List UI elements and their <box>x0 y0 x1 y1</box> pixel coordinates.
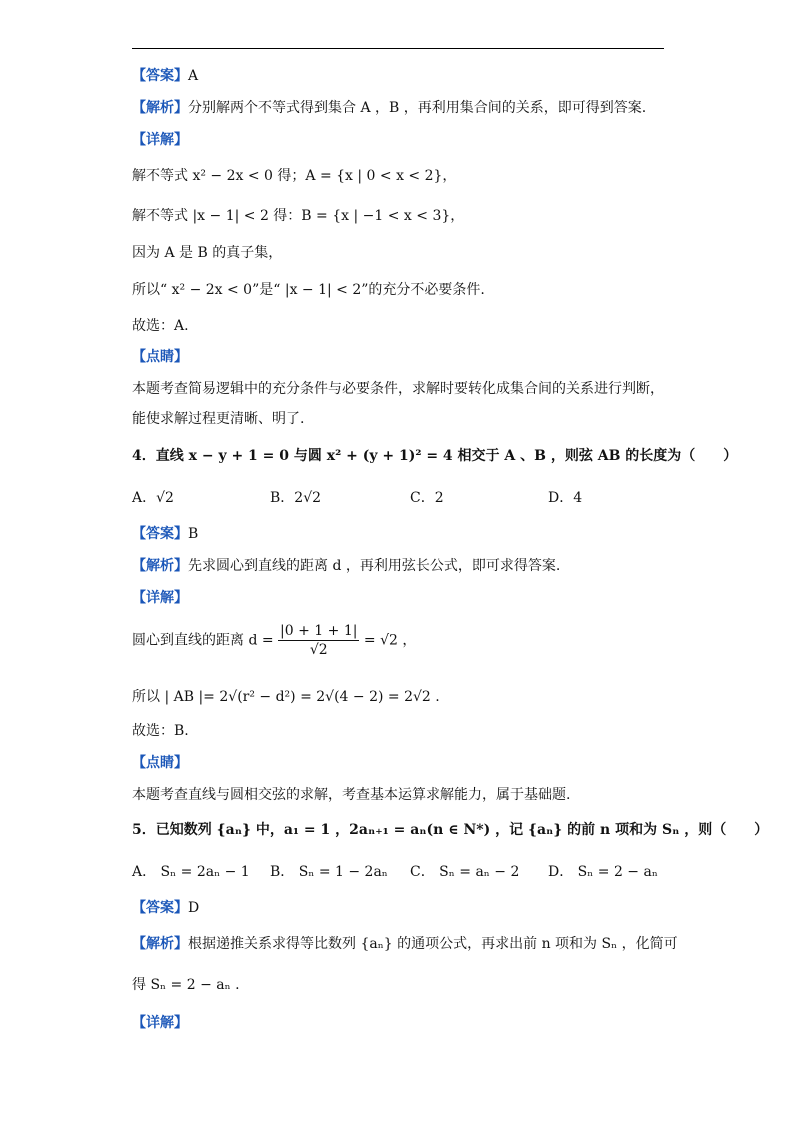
q4-option-d: D．4 <box>548 490 583 506</box>
q4-remark-label: 【点睛】 <box>132 755 188 771</box>
analysis-label: 【解析】 <box>132 936 188 952</box>
q4-distance-suffix: = √2 ， <box>363 632 417 649</box>
q4-stem: 4．直线 x − y + 1 = 0 与圆 x² + (y + 1)² = 4 相交于 A 、B ，则弦 AB 的长度为（ ） <box>132 448 738 464</box>
q4-remark: 本题考查直线与圆相交弦的求解，考查基本运算求解能力，属于基础题. <box>132 787 571 803</box>
q3-remark-line-1: 本题考查简易逻辑中的充分条件与必要条件，求解时要转化成集合间的关系进行判断， <box>132 381 664 397</box>
q4-analysis: 先求圆心到直线的距离 d ，再利用弦长公式，即可求得答案. <box>188 558 561 574</box>
q5-option-d: D． Sₙ = 2 − aₙ <box>548 864 658 880</box>
q4-detail-label: 【详解】 <box>132 590 188 606</box>
analysis-label: 【解析】 <box>132 100 188 116</box>
q3-choose: 故选：A. <box>132 318 189 334</box>
q3-remark-line-2: 能使求解过程更清晰、明了. <box>132 411 305 427</box>
header-rule <box>132 48 664 49</box>
q4-distance-prefix: 圆心到直线的距离 d = <box>132 632 274 649</box>
answer-label: 【答案】 <box>132 900 188 916</box>
q5-option-a: A． Sₙ = 2aₙ − 1 <box>132 864 250 880</box>
q3-answer-line <box>132 66 198 86</box>
answer-label: 【答案】 <box>132 526 188 542</box>
q4-choose: 故选：B. <box>132 723 189 739</box>
q3-solve-line-4: 所以“ x² − 2x < 0”是“ |x − 1| < 2”的充分不必要条件. <box>132 282 485 298</box>
q3-analysis: 分别解两个不等式得到集合 A ，B ，再利用集合间的关系，即可得到答案. <box>188 100 647 116</box>
q5-analysis-line-2: 得 Sₙ = 2 − aₙ . <box>132 977 240 993</box>
q4-distance-line <box>132 622 416 659</box>
q4-distance-fraction <box>278 622 359 659</box>
q3-answer: A <box>188 68 199 84</box>
answer-label: 【答案】 <box>132 68 188 84</box>
analysis-label: 【解析】 <box>132 558 188 574</box>
q4-option-a: A．√2 <box>132 490 174 506</box>
q5-answer: D <box>188 900 200 916</box>
q5-stem: 5．已知数列 {aₙ} 中，a₁ = 1 ，2aₙ₊₁ = aₙ(n ∈ N*) ，记 {aₙ} 的前 n 项和为 Sₙ ，则（ ） <box>132 822 769 838</box>
q4-answer: B <box>188 526 199 542</box>
q5-analysis-1: 根据递推关系求得等比数列 {aₙ} 的通项公式，再求出前 n 项和为 Sₙ ，化简可 <box>188 936 678 952</box>
q5-option-b: B． Sₙ = 1 − 2aₙ <box>270 864 388 880</box>
q5-answer-line <box>132 898 199 918</box>
q3-solve-line-2: 解不等式 |x − 1| < 2 得：B = {x | −1 < x < 3}， <box>132 208 465 224</box>
q5-detail-label: 【详解】 <box>132 1015 188 1031</box>
q4-analysis-line <box>132 556 560 576</box>
q4-chord-line: 所以 | AB |= 2√(r² − d²) = 2√(4 − 2) = 2√2 . <box>132 689 440 705</box>
q4-answer-line <box>132 524 198 544</box>
q5-analysis-line <box>132 934 678 954</box>
q4-option-b: B．2√2 <box>270 490 322 506</box>
q4-option-c: C．2 <box>410 490 444 506</box>
q5-option-c: C． Sₙ = aₙ − 2 <box>410 864 520 880</box>
q4-distance-denominator: √2 <box>309 642 328 658</box>
q3-solve-line-3: 因为 A 是 B 的真子集， <box>132 245 283 261</box>
q3-remark-label: 【点睛】 <box>132 349 188 365</box>
q3-analysis-line <box>132 98 646 118</box>
q4-distance-numerator: |0 + 1 + 1| <box>280 623 358 639</box>
q3-solve-line-1: 解不等式 x² − 2x < 0 得；A = {x | 0 < x < 2}， <box>132 168 457 184</box>
q3-detail-label: 【详解】 <box>132 132 188 148</box>
